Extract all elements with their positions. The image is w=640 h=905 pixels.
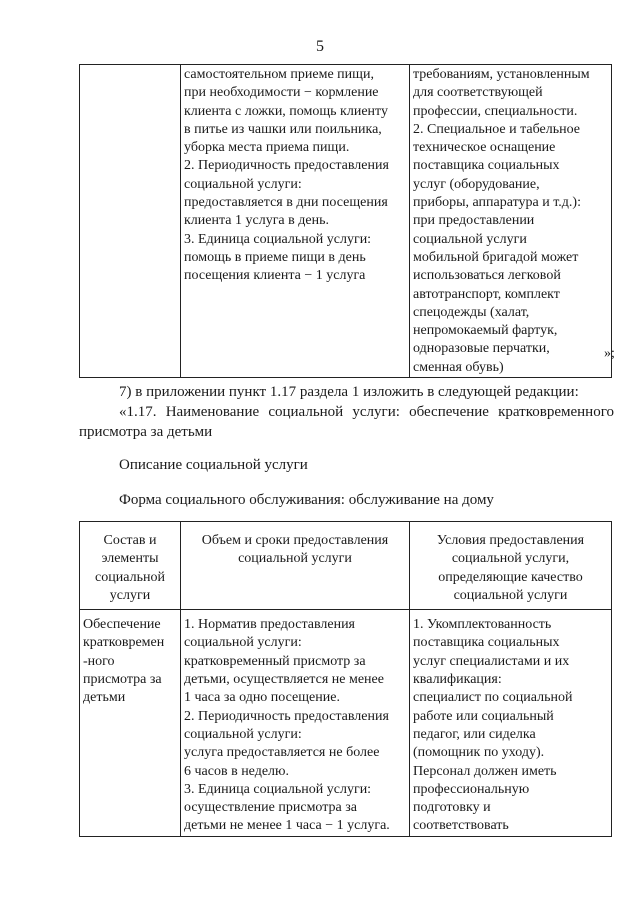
text-line: соответствовать (413, 818, 509, 834)
header-text: социальной услуги, (451, 551, 570, 567)
service-form: Форма социального обслуживания: обслуживание на дому (119, 492, 494, 508)
text-line: использоваться легковой (413, 268, 561, 284)
text-line: помощь в приеме пищи в день (184, 249, 366, 265)
text-line: непромокаемый фартук, (413, 323, 558, 339)
text-line: работе или социальный (413, 708, 554, 724)
text-line: подготовку и (413, 800, 491, 816)
description-heading: Описание социальной услуги (119, 457, 308, 473)
text-line: автотранспорт, комплект (413, 286, 560, 302)
service-1-17-table (79, 521, 612, 837)
text-line: 6 часов в неделю. (184, 763, 289, 779)
text-line: одноразовые перчатки, (413, 341, 550, 357)
text-line: социальной услуги (413, 231, 527, 247)
text-line: поставщика социальных (413, 158, 560, 174)
table-cell-empty (80, 65, 181, 378)
text-line: 1. Укомплектованность (413, 617, 552, 633)
text-line: кратковременный присмотр за (184, 653, 366, 669)
text-line: мобильной бригадой может (413, 249, 579, 265)
table-row (80, 610, 612, 837)
table-cell-volume-terms (181, 610, 410, 837)
text-line: 1. Норматив предоставления (184, 617, 355, 633)
text-line: спецодежды (халат, (413, 304, 530, 320)
header-text: Условия предоставления (436, 533, 585, 548)
text-line: Персонал должен иметь (413, 763, 557, 779)
text-line: предоставляется в дни посещения (184, 195, 388, 211)
header-text: определяющие качество (438, 569, 583, 585)
text-line: 3. Единица социальной услуги: (184, 781, 372, 797)
header-text: социальной услуги (238, 551, 352, 567)
item-117-title: «1.17. Наименование социальной услуги: обеспечение кратковременного (119, 404, 614, 420)
header-text: элементы (101, 551, 159, 567)
continued-services-table (79, 64, 612, 378)
text-line: при необходимости − кормление (184, 85, 379, 101)
text-line: требованиям, установленным (413, 67, 590, 82)
table-cell-volume-terms (181, 65, 410, 378)
text-line: приборы, аппаратура и т.д.): (413, 195, 581, 211)
text-line: осуществление присмотра за (184, 800, 357, 816)
text-line: детьми (83, 690, 126, 706)
text-line: для соответствующей (413, 85, 543, 101)
header-text: услуги (109, 587, 151, 603)
table-cell-conditions (410, 65, 612, 378)
text-line: клиента с ложки, помощь клиенту (184, 103, 388, 119)
text-line: услуг (оборудование, (413, 176, 540, 192)
text-line: профессии, специальности. (413, 103, 578, 119)
table-cell-service-name (80, 610, 181, 837)
header-conditions (410, 522, 612, 610)
text-line: поставщика социальных (413, 635, 560, 651)
text-line: уборка места приема пищи. (184, 140, 350, 156)
text-line: 2. Специальное и табельное (413, 121, 581, 137)
text-line: социальной услуги: (184, 635, 302, 651)
table-row (80, 65, 612, 378)
text-line: кратковремен (83, 635, 165, 651)
text-line: 3. Единица социальной услуги: (184, 231, 372, 247)
text-line: в питье из чашки или поильника, (184, 121, 382, 137)
item-117-title-continued: присмотра за детьми (79, 424, 213, 440)
text-line: 1 часа за одно посещение. (184, 690, 340, 706)
text-line: посещения клиента − 1 услуга (184, 268, 366, 284)
header-volume-terms (181, 522, 410, 610)
page-number: 5 (316, 38, 324, 55)
text-line: профессиональную (413, 781, 530, 797)
text-line: специалист по социальной (413, 690, 573, 706)
text-line: самостоятельном приеме пищи, (184, 67, 374, 82)
header-text: социальной услуги (453, 587, 568, 603)
closing-quote: »; (604, 346, 615, 361)
text-line: техническое оснащение (413, 140, 556, 156)
table-cell-conditions (410, 610, 612, 837)
header-composition (80, 522, 181, 610)
header-text: Объем и сроки предоставления (201, 533, 389, 548)
header-text: Состав и (103, 533, 157, 548)
text-line: услуг специалистами и их (413, 653, 570, 669)
text-line: -ного (83, 653, 115, 669)
text-line: присмотра за (83, 672, 162, 688)
text-line: (помощник по уходу). (413, 745, 545, 761)
text-line: сменная обувь) (413, 359, 504, 375)
text-line: клиента 1 услуга в день. (184, 213, 329, 229)
text-line: 2. Периодичность предоставления (184, 158, 389, 174)
text-line: социальной услуги: (184, 176, 302, 192)
table-header-row (80, 522, 612, 610)
text-line: при предоставлении (413, 213, 535, 229)
header-text: социальной (95, 569, 165, 585)
text-line: квалификация: (413, 672, 502, 688)
text-line: Обеспечение (83, 617, 161, 633)
paragraph-7: 7) в приложении пункт 1.17 раздела 1 изложить в следующей редакции: (119, 384, 579, 400)
text-line: услуга предоставляется не более (184, 745, 380, 761)
text-line: педагог, или сиделка (413, 726, 536, 742)
text-line: детьми не менее 1 часа − 1 услуга. (184, 818, 390, 834)
text-line: 2. Периодичность предоставления (184, 708, 389, 724)
text-line: социальной услуги: (184, 726, 302, 742)
text-line: детьми, осуществляется не менее (184, 672, 384, 688)
